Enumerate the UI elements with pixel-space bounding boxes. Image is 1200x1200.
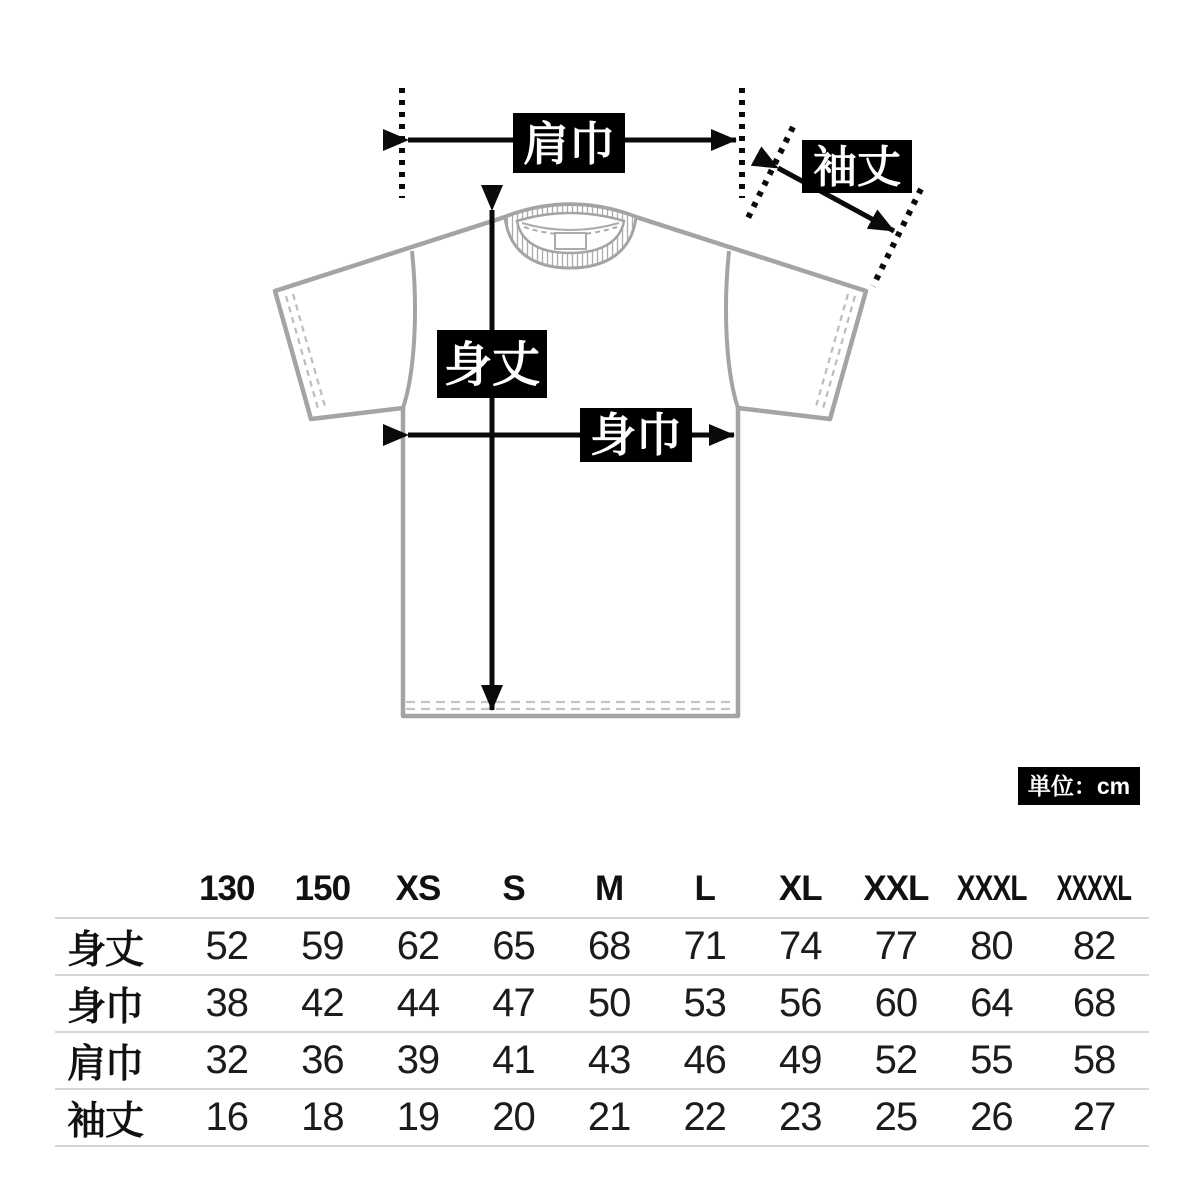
table-cell: 80	[944, 917, 1040, 974]
column-header-XS: XS	[395, 868, 441, 908]
table-cell: 38	[179, 974, 275, 1031]
column-header-XL: XL	[778, 868, 822, 908]
row-label: 身丈	[55, 917, 179, 974]
column-header-130: 130	[199, 868, 255, 908]
body-width-label: 身巾	[590, 409, 682, 461]
table-cell: 43	[561, 1031, 657, 1088]
column-header-XXL: XXL	[863, 868, 929, 908]
table-cell: 53	[657, 974, 753, 1031]
table-cell: 41	[466, 1031, 562, 1088]
table-cell: 55	[944, 1031, 1040, 1088]
table-cell: 23	[752, 1088, 848, 1147]
table-cell: 36	[275, 1031, 371, 1088]
row-label: 肩巾	[55, 1031, 179, 1088]
table-cell: 26	[944, 1088, 1040, 1147]
sleeve-extent-dotted-lower	[873, 189, 921, 286]
table-cell: 59	[275, 917, 371, 974]
body-length-label: 身丈	[443, 339, 541, 392]
table-cell: 22	[657, 1088, 753, 1147]
table-cell: 42	[275, 974, 371, 1031]
table-cell: 60	[848, 974, 944, 1031]
table-cell: 47	[466, 974, 562, 1031]
column-header-M: M	[595, 868, 624, 908]
table-cell: 71	[657, 917, 753, 974]
table-cell: 44	[370, 974, 466, 1031]
unit-badge-label: 単位：cm	[1027, 773, 1131, 799]
table-cell: 58	[1039, 1031, 1149, 1088]
table-corner-cell	[55, 860, 179, 917]
neck-label-tag	[555, 233, 586, 249]
table-cell: 50	[561, 974, 657, 1031]
shoulder-width-label: 肩巾	[523, 118, 615, 170]
table-cell: 52	[179, 917, 275, 974]
tshirt-outline	[275, 205, 866, 717]
table-cell: 52	[848, 1031, 944, 1088]
column-header-150: 150	[294, 868, 351, 908]
table-cell: 27	[1039, 1088, 1149, 1147]
sleeve-length-label: 袖丈	[813, 143, 901, 192]
table-cell: 16	[179, 1088, 275, 1147]
column-header-XXXL: XXXL	[956, 868, 1027, 908]
row-label: 袖丈	[55, 1088, 179, 1147]
table-cell: 82	[1039, 917, 1149, 974]
table-cell: 46	[657, 1031, 753, 1088]
table-cell: 25	[848, 1088, 944, 1147]
column-header-S: S	[502, 868, 525, 908]
table-cell: 21	[561, 1088, 657, 1147]
table-cell: 56	[752, 974, 848, 1031]
table-cell: 68	[1039, 974, 1149, 1031]
table-cell: 39	[370, 1031, 466, 1088]
table-cell: 62	[370, 917, 466, 974]
table-cell: 65	[466, 917, 562, 974]
table-cell: 64	[944, 974, 1040, 1031]
table-cell: 49	[752, 1031, 848, 1088]
row-label: 身巾	[55, 974, 179, 1031]
table-cell: 19	[370, 1088, 466, 1147]
table-cell: 20	[466, 1088, 562, 1147]
table-cell: 77	[848, 917, 944, 974]
size-table	[55, 860, 1149, 1147]
column-header-L: L	[694, 868, 715, 908]
table-cell: 32	[179, 1031, 275, 1088]
table-cell: 18	[275, 1088, 371, 1147]
table-cell: 68	[561, 917, 657, 974]
column-header-XXXXL: XXXXL	[1056, 868, 1132, 908]
table-cell: 74	[752, 917, 848, 974]
